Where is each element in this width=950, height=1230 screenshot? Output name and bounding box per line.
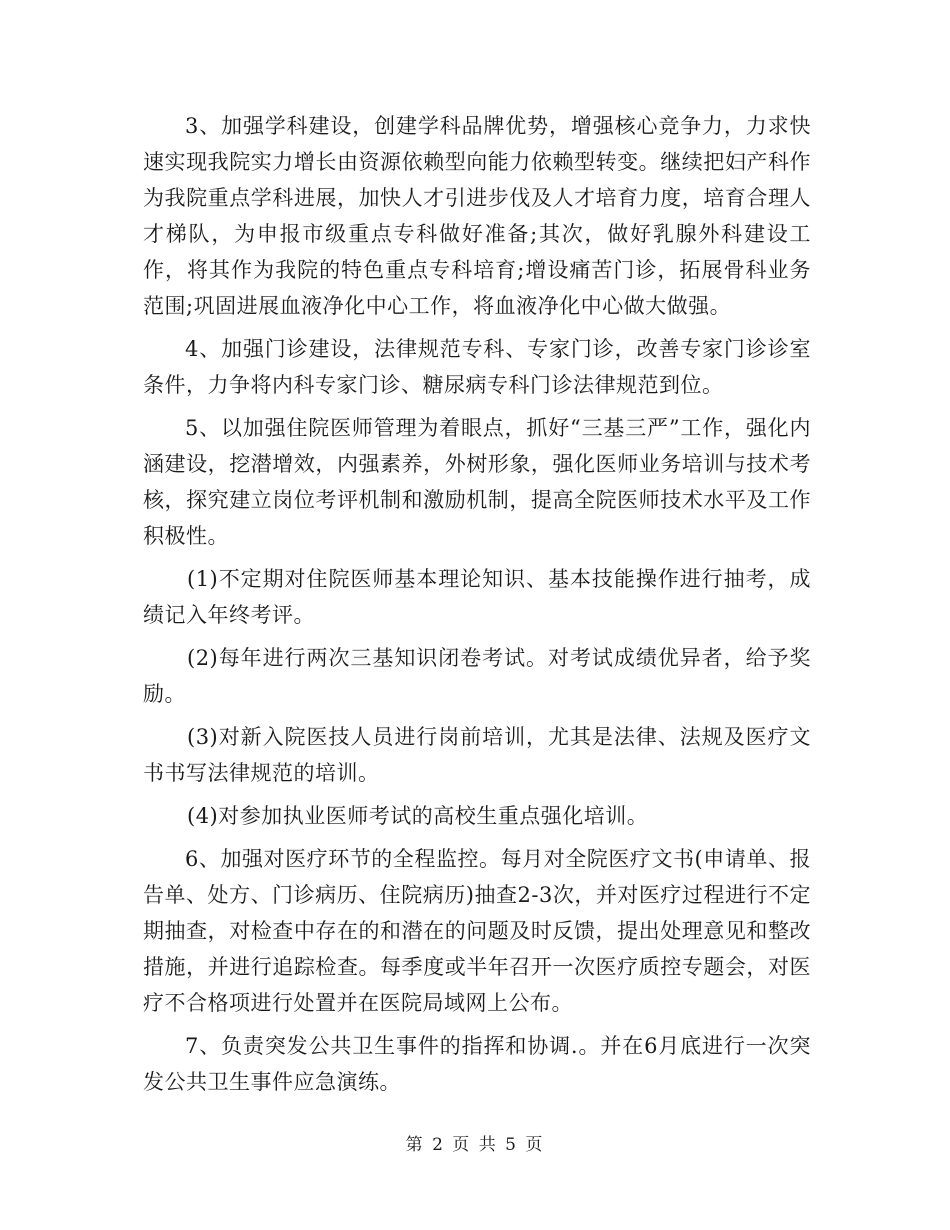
paragraph-item-4: 4、加强门诊建设，法律规范专科、专家门诊，改善专家门诊诊室条件，力争将内科专家门诊、糖尿病专科门诊法律规范到位。 bbox=[143, 337, 811, 397]
document-body bbox=[143, 108, 811, 1107]
paragraph-item-3: 3、加强学科建设，创建学科品牌优势，增强核心竞争力，力求快速实现我院实力增长由资源依赖型向能力依赖型转变。继续把妇产科作为我院重点学科进展，加快人才引进步伐及人才培育力度，培育合理人才梯队，为申报市级重点专科做好准备;其次，做好乳腺外科建设工作，将其作为我院的特色重点专科培育;增设痛苦门诊，拓展骨科业务范围;巩固进展血液净化中心工作，将血液净化中心做大做强。 bbox=[143, 114, 811, 318]
sub-item-4: (4)对参加执业医师考试的高校生重点强化培训。 bbox=[187, 804, 649, 828]
paragraph-item-7: 7、负责突发公共卫生事件的指挥和协调.。并在6月底进行一次突发公共卫生事件应急演练。 bbox=[143, 1034, 811, 1094]
page-number-footer: 第 2 页 共 5 页 bbox=[405, 1135, 545, 1155]
sub-item-2: (2)每年进行两次三基知识闭卷考试。对考试成绩优异者，给予奖励。 bbox=[143, 646, 811, 706]
sub-item-1: (1)不定期对住院医师基本理论知识、基本技能操作进行抽考，成绩记入年终考评。 bbox=[143, 567, 811, 627]
paragraph-item-5: 5、以加强住院医师管理为着眼点，抓好“三基三严”工作，强化内涵建设，挖潜增效，内强素养，外树形象，强化医师业务培训与技术考核，探究建立岗位考评机制和激励机制，提高全院医师技术水平及工作积极性。 bbox=[143, 416, 811, 548]
paragraph-item-6: 6、加强对医疗环节的全程监控。每月对全院医疗文书(申请单、报告单、处方、门诊病历、住院病历)抽查2-3次，并对医疗过程进行不定期抽查，对检查中存在的和潜在的问题及时反馈，提出处理意见和整改措施，并进行追踪检查。每季度或半年召开一次医疗质控专题会，对医疗不合格项进行处置并在医院局域网上公布。 bbox=[143, 847, 811, 1015]
sub-item-3: (3)对新入院医技人员进行岗前培训，尤其是法律、法规及医疗文书书写法律规范的培训。 bbox=[143, 725, 811, 785]
